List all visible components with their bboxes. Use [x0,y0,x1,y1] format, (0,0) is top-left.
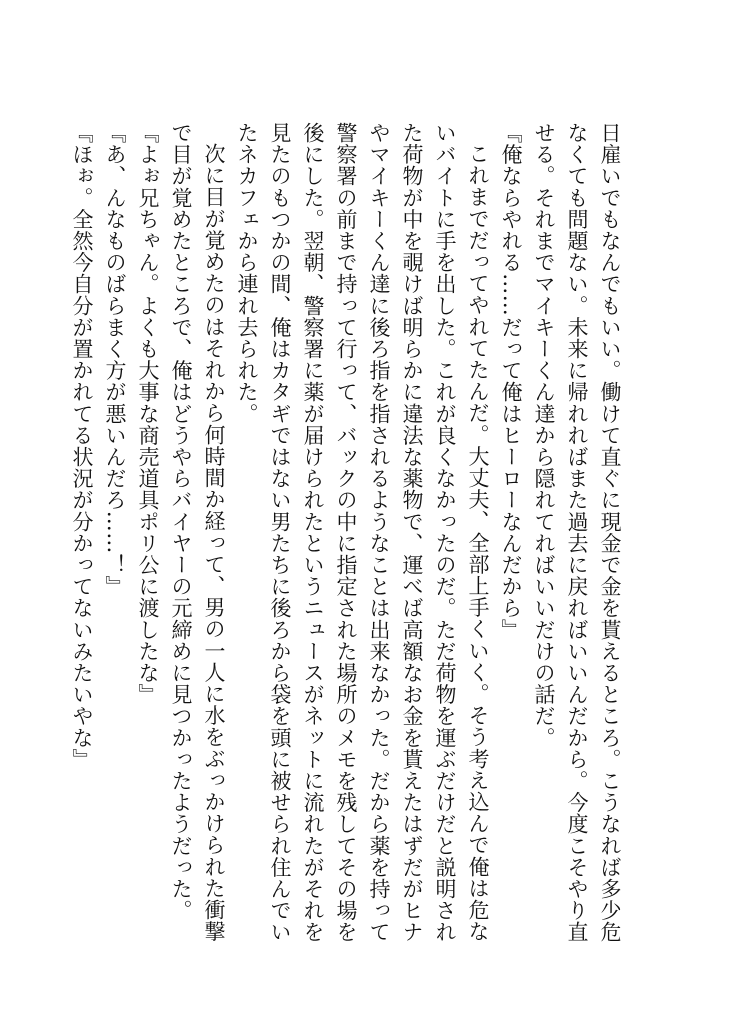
dialogue-line-1: 『俺ならやれる……だって俺はヒーローなんだから』 [499,122,523,641]
vertical-text-block [65,122,626,952]
paragraph-2: これまでだってやれてたんだ。大丈夫、全部上手くいく。そう考え込んで俺は危ないバイトに手を出した。これが良くなかったのだ。ただ荷物を運ぶだけだと説明された荷物が中を覗けば明らかに違法な薬物で、運べば高額なお金を貰えたはずだがヒナやマイキーくん達に後ろ指を指されるようなことは出来なかった。だから薬を持って警察署の前まで持って行って、バックの中に指定された場所のメモを残してその場を後にした。翌朝、警察署に薬が届けられたというニュースがネットに流れたがそれを見たのもつかの間、俺はカタギではない男たちに後ろから袋を頭に被せられ住んでいたネカフェから連れ去られた。 [235,122,490,943]
paragraph-3: 次に目が覚めたのはそれから何時間か経って、男の一人に水をぶっかけられた衝撃で目が覚めたところで、俺はどうやらバイヤーの元締めに見つかったようだった。 [169,122,226,943]
dialogue-line-4: 『ほぉ。全然今自分が置かれてる状況が分かってないみたいやな』 [70,122,94,770]
dialogue-line-3: 『あ、んなものばらまく方が悪いんだろ……！』 [103,122,127,598]
paragraph-1: 日雇いでもなんでもいい。働けて直ぐに現金で金を貰えるところ。こうなれば多少危なくても問題ない。未来に帰れればまた過去に戻ればいいんだから。今度こそやり直せる。それまでマイキーくん達から隠れてればいいだけの話だ。 [532,122,622,943]
dialogue-line-2: 『よぉ兄ちゃん。よくも大事な商売道具ポリ公に渡したな』 [136,122,160,706]
